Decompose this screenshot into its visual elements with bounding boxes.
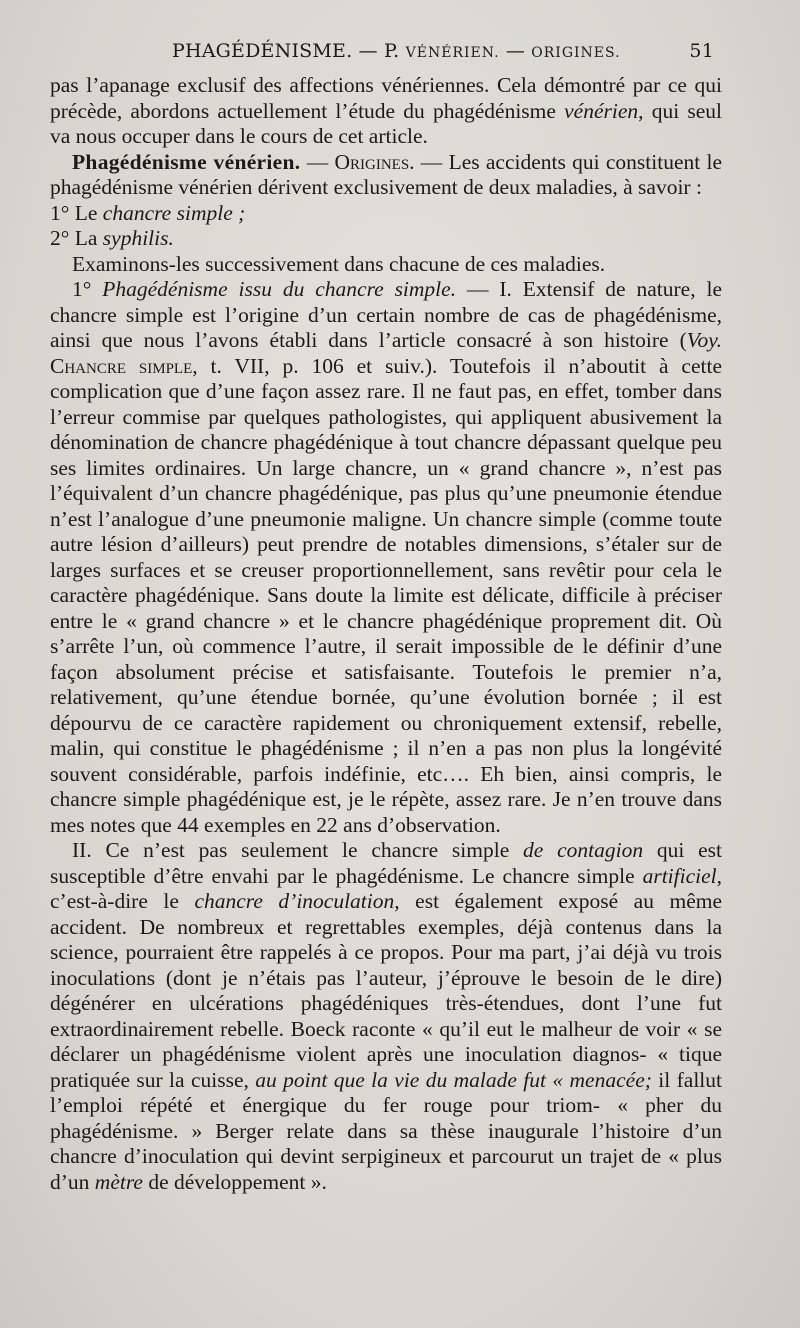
subheading: Phagédénisme issu du chancre simple. — [102, 277, 457, 301]
paragraph: pas l’apanage exclusif des affections vénériennes. Cela démontré par ce qui précède, abordons actuellement l’étude du phagédénisme vénérien, qui seul va nous occuper dans le cours de cet article. — [50, 73, 722, 148]
section-heading: Phagédénisme vénérien. — [72, 149, 301, 174]
subsection-label: Origines — [334, 149, 410, 174]
header-separator: — — [358, 40, 378, 62]
cross-reference: Chancre simple — [50, 353, 193, 378]
header-title-group — [172, 40, 621, 62]
running-header — [172, 40, 714, 62]
list-item: 2° La syphilis. — [50, 226, 174, 250]
page-number: 51 — [689, 40, 714, 62]
paragraph: 1° Phagédénisme issu du chancre simple. — I. Extensif de nature, le chancre simple est l’origine d’un certain nombre de cas de phagédénisme, ainsi que nous l’avons établi dans l’article consacré à son histoire (Voy. Chancre simple, t. VII, p. 106 et suiv.). Toutefois il n’aboutit à cette complication que d’une façon assez rare. Il ne faut pas, en effet, tomber dans l’erreur commise par quelques pathologistes, qui appliquent abusivement la dénomination de chancre phagédénique à tout chancre dépassant quelque peu ses limites ordinaires. Un large chancre, un « grand chancre », n’est pas l’équivalent d’un chancre phagédénique, pas plus qu’une pneumonie étendue n’est l’analogue d’une pneumonie maligne. Un chancre simple (comme toute autre lésion d’ailleurs) peut prendre de notables dimensions, s’étaler sur de larges surfaces et se creuser proportionnellement, sans revêtir pour cela le caractère phagédénique. Sans doute la limite est délicate, difficile à préciser entre le « grand chancre » et le chancre phagédénique proprement dit. Où s’arrête l’un, où commence l’autre, il serait impossible de le définir d’une façon absolument précise et satisfaisante. Toutefois le premier n’a, relativement, qu’une étendue bornée, qu’une évolution bornée ; il est dépourvu de ce caractère rapidement ou chroniquement extensif, rebelle, malin, qui constitue le phagédénisme ; il n’en a pas non plus la longévité souvent considérable, parfois indéfinie, etc…. Eh bien, ainsi compris, le chancre simple phagédénique est, je le répète, assez rare. Je n’en trouve dans mes notes que 44 exemples en 22 ans d’observation. — [50, 277, 723, 837]
header-venerien: VÉNÉRIEN. — [405, 45, 500, 61]
body-text — [50, 73, 722, 1195]
paragraph: Examinons-les successivement dans chacune de ces maladies. — [72, 251, 606, 276]
paragraph: II. Ce n’est pas seulement le chancre simple de contagion qui est susceptible d’être envahi par le phagédénisme. Le chancre simple artificiel, c’est-à-dire le chancre d’inoculation, est également exposé au même accident. De nombreux et regrettables exemples, déjà contenus dans la science, pourraient être rappelés à ce propos. Pour ma part, j’ai déjà vu trois inoculations (dont je n’étais pas l’auteur, j’éprouve le besoin de le dire) dégénérer en ulcérations phagédéniques très-étendues, dont l’une fut extraordinairement rebelle. Boeck raconte « qu’il eut le malheur de voir « se déclarer un phagédénisme violent après une inoculation diagnos- « tique pratiquée sur la cuisse, au point que la vie du malade fut « menacée; il fallut l’emploi répété et énergique du fer rouge pour triom- « pher du phagédénisme. » Berger relate dans sa thèse inaugurale l’histoire d’un chancre d’inoculation qui devint serpigineux et parcourut un trajet de « plus d’un mètre de développement ». — [50, 838, 722, 1194]
header-separator: — — [505, 40, 526, 62]
header-origines: ORIGINES. — [531, 45, 621, 61]
header-title: PHAGÉDÉNISME. — [172, 40, 353, 62]
header-p: P. — [384, 40, 400, 62]
section-heading-paragraph: Phagédénisme vénérien. — Origines. — Les accidents qui constituent le phagédénisme vénérien dérivent exclusivement de deux maladies, à savoir : — [50, 149, 722, 199]
list-item: 1° Le chancre simple ; — [50, 200, 246, 225]
